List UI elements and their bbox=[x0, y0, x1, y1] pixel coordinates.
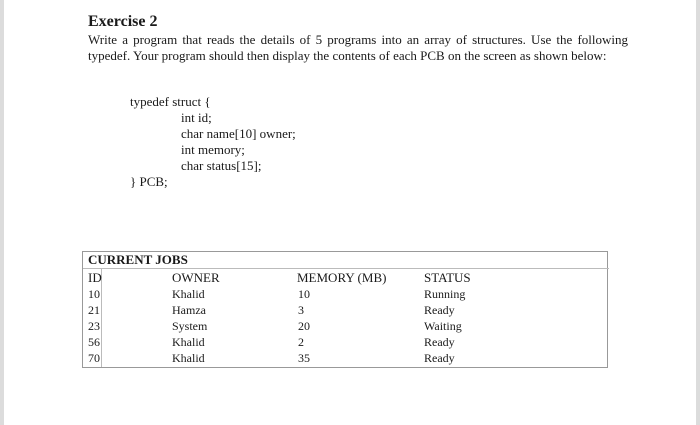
caption-separator bbox=[83, 268, 609, 269]
code-line-memory: int memory; bbox=[181, 142, 245, 157]
row-2-id: 21 bbox=[88, 303, 100, 317]
row-2-owner: Hamza bbox=[172, 303, 206, 317]
right-border bbox=[696, 0, 700, 425]
header-id: ID bbox=[88, 270, 102, 285]
row-3-id: 23 bbox=[88, 319, 100, 333]
code-line-typedef: typedef struct { bbox=[130, 94, 211, 109]
row-5-memory: 35 bbox=[298, 351, 310, 365]
header-memory: MEMORY (MB) bbox=[297, 270, 387, 285]
row-4-owner: Khalid bbox=[172, 335, 205, 349]
row-3-owner: System bbox=[172, 319, 208, 333]
row-5-id: 70 bbox=[88, 351, 100, 365]
row-1-owner: Khalid bbox=[172, 287, 205, 301]
row-4-memory: 2 bbox=[298, 335, 304, 349]
row-3-memory: 20 bbox=[298, 319, 310, 333]
row-2-status: Ready bbox=[424, 303, 455, 317]
table-caption: CURRENT JOBS bbox=[88, 252, 188, 267]
row-5-status: Ready bbox=[424, 351, 455, 365]
row-5-owner: Khalid bbox=[172, 351, 205, 365]
exercise-description: Write a program that reads the details of 5 programs into an array of structures. Use the following typedef. Your program should then display the contents of each PCB on the screen as shown below: bbox=[88, 32, 628, 63]
jobs-table bbox=[82, 251, 608, 368]
row-1-status: Running bbox=[424, 287, 466, 301]
row-3-status: Waiting bbox=[424, 319, 462, 333]
exercise-title: Exercise 2 bbox=[88, 13, 158, 30]
left-border bbox=[0, 0, 4, 425]
header-owner: OWNER bbox=[172, 270, 220, 285]
row-4-id: 56 bbox=[88, 335, 100, 349]
code-line-id: int id; bbox=[181, 110, 212, 125]
row-1-memory: 10 bbox=[298, 287, 310, 301]
row-2-memory: 3 bbox=[298, 303, 304, 317]
code-line-name: char name[10] owner; bbox=[181, 126, 296, 141]
header-status: STATUS bbox=[424, 270, 471, 285]
row-4-status: Ready bbox=[424, 335, 455, 349]
code-line-status: char status[15]; bbox=[181, 158, 262, 173]
code-line-pcb: } PCB; bbox=[130, 174, 168, 189]
row-1-id: 10 bbox=[88, 287, 100, 301]
